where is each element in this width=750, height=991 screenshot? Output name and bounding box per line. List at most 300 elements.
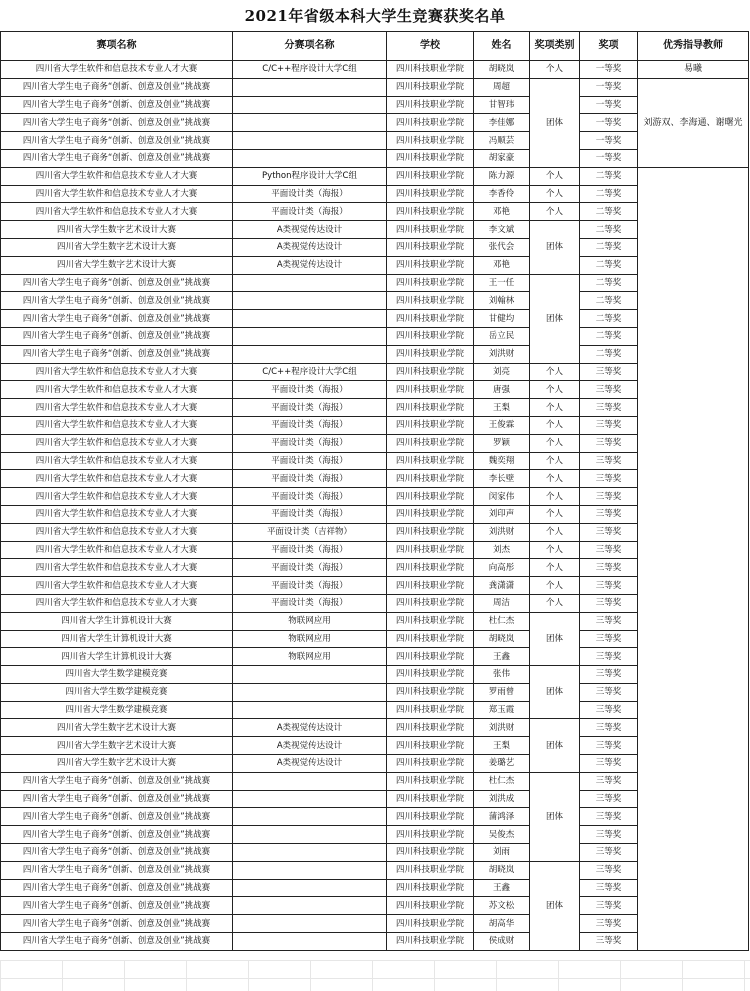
sub-competition-cell: A类视觉传达设计 (233, 221, 387, 239)
competition-cell: 四川省大学生电子商务“创新、创意及创业”挑战赛 (1, 345, 233, 363)
name-cell: 王鑫 (474, 879, 530, 897)
award-category-cell: 团体 (530, 221, 580, 274)
name-cell: 甘智玮 (474, 96, 530, 114)
table-row (1, 933, 749, 951)
sub-competition-cell (233, 345, 387, 363)
table-row (1, 238, 749, 256)
sub-competition-cell (233, 790, 387, 808)
award-cell: 二等奖 (580, 292, 638, 310)
award-category-cell: 个人 (530, 61, 580, 79)
award-category-cell: 团体 (530, 78, 580, 167)
sub-competition-cell (233, 78, 387, 96)
school-cell: 四川科技职业学院 (387, 861, 474, 879)
name-cell: 魏奕翔 (474, 452, 530, 470)
award-cell: 三等奖 (580, 915, 638, 933)
name-cell: 刘杰 (474, 541, 530, 559)
table-row (1, 666, 749, 684)
award-cell: 三等奖 (580, 363, 638, 381)
award-category-cell: 个人 (530, 594, 580, 612)
competition-cell: 四川省大学生数字艺术设计大赛 (1, 221, 233, 239)
table-row (1, 541, 749, 559)
sub-competition-cell: 物联网应用 (233, 630, 387, 648)
table-row (1, 185, 749, 203)
table-row (1, 416, 749, 434)
competition-cell: 四川省大学生软件和信息技术专业人才大赛 (1, 559, 233, 577)
sub-competition-cell: C/C++程序设计大学C组 (233, 61, 387, 79)
school-cell: 四川科技职业学院 (387, 666, 474, 684)
name-cell: 刘洪成 (474, 790, 530, 808)
award-cell: 三等奖 (580, 648, 638, 666)
sub-competition-cell: 平面设计类（海报） (233, 452, 387, 470)
name-cell: 周洁 (474, 594, 530, 612)
name-cell: 甘健均 (474, 310, 530, 328)
table-row (1, 648, 749, 666)
school-cell: 四川科技职业学院 (387, 755, 474, 773)
table-row (1, 772, 749, 790)
school-cell: 四川科技职业学院 (387, 541, 474, 559)
table-row (1, 612, 749, 630)
table-row (1, 683, 749, 701)
sub-competition-cell (233, 683, 387, 701)
competition-cell: 四川省大学生计算机设计大赛 (1, 612, 233, 630)
competition-cell: 四川省大学生软件和信息技术专业人才大赛 (1, 167, 233, 185)
name-cell: 张代会 (474, 238, 530, 256)
school-cell: 四川科技职业学院 (387, 149, 474, 167)
award-cell: 三等奖 (580, 470, 638, 488)
table-row (1, 256, 749, 274)
school-cell: 四川科技职业学院 (387, 327, 474, 345)
sub-competition-cell: 平面设计类（海报） (233, 381, 387, 399)
award-category-cell: 个人 (530, 505, 580, 523)
table-row (1, 381, 749, 399)
sub-competition-cell: 平面设计类（吉祥物） (233, 523, 387, 541)
school-cell: 四川科技职业学院 (387, 452, 474, 470)
competition-cell: 四川省大学生电子商务“创新、创意及创业”挑战赛 (1, 879, 233, 897)
sub-competition-cell: A类视觉传达设计 (233, 719, 387, 737)
sub-competition-cell (233, 132, 387, 150)
award-cell: 三等奖 (580, 826, 638, 844)
header-school: 学校 (387, 32, 474, 61)
header-award-category: 奖项类别 (530, 32, 580, 61)
competition-cell: 四川省大学生软件和信息技术专业人才大赛 (1, 470, 233, 488)
award-category-cell: 个人 (530, 363, 580, 381)
name-cell: 王鑫 (474, 648, 530, 666)
competition-cell: 四川省大学生软件和信息技术专业人才大赛 (1, 505, 233, 523)
table-row (1, 470, 749, 488)
name-cell: 王梨 (474, 737, 530, 755)
school-cell: 四川科技职业学院 (387, 61, 474, 79)
school-cell: 四川科技职业学院 (387, 434, 474, 452)
table-row (1, 523, 749, 541)
award-category-cell: 个人 (530, 488, 580, 506)
table-row (1, 844, 749, 862)
award-cell: 一等奖 (580, 96, 638, 114)
name-cell: 刘洪财 (474, 345, 530, 363)
school-cell: 四川科技职业学院 (387, 310, 474, 328)
header-award: 奖项 (580, 32, 638, 61)
table-row (1, 755, 749, 773)
school-cell: 四川科技职业学院 (387, 701, 474, 719)
table-row (1, 452, 749, 470)
sub-competition-cell: 平面设计类（海报） (233, 541, 387, 559)
name-cell: 胡晓岚 (474, 61, 530, 79)
school-cell: 四川科技职业学院 (387, 683, 474, 701)
school-cell: 四川科技职业学院 (387, 185, 474, 203)
sub-competition-cell (233, 327, 387, 345)
school-cell: 四川科技职业学院 (387, 772, 474, 790)
sub-competition-cell (233, 879, 387, 897)
sub-competition-cell (233, 844, 387, 862)
award-cell: 三等奖 (580, 523, 638, 541)
award-cell: 一等奖 (580, 114, 638, 132)
table-row (1, 826, 749, 844)
school-cell: 四川科技职业学院 (387, 114, 474, 132)
table-row (1, 167, 749, 185)
sub-competition-cell: 平面设计类（海报） (233, 577, 387, 595)
header-sub-competition: 分赛项名称 (233, 32, 387, 61)
competition-cell: 四川省大学生电子商务“创新、创意及创业”挑战赛 (1, 132, 233, 150)
award-category-cell: 团体 (530, 861, 580, 950)
award-cell: 三等奖 (580, 559, 638, 577)
award-cell: 二等奖 (580, 185, 638, 203)
school-cell: 四川科技职业学院 (387, 488, 474, 506)
competition-cell: 四川省大学生电子商务“创新、创意及创业”挑战赛 (1, 114, 233, 132)
school-cell: 四川科技职业学院 (387, 345, 474, 363)
competition-cell: 四川省大学生电子商务“创新、创意及创业”挑战赛 (1, 915, 233, 933)
school-cell: 四川科技职业学院 (387, 381, 474, 399)
award-category-cell: 个人 (530, 452, 580, 470)
sub-competition-cell (233, 897, 387, 915)
award-cell: 一等奖 (580, 132, 638, 150)
advisor-cell: 易曦 (638, 61, 749, 79)
award-category-cell: 个人 (530, 416, 580, 434)
award-cell: 二等奖 (580, 167, 638, 185)
competition-cell: 四川省大学生软件和信息技术专业人才大赛 (1, 577, 233, 595)
school-cell: 四川科技职业学院 (387, 933, 474, 951)
competition-cell: 四川省大学生软件和信息技术专业人才大赛 (1, 61, 233, 79)
school-cell: 四川科技职业学院 (387, 897, 474, 915)
header-name: 姓名 (474, 32, 530, 61)
name-cell: 闵家伟 (474, 488, 530, 506)
name-cell: 胡高华 (474, 915, 530, 933)
competition-cell: 四川省大学生数字艺术设计大赛 (1, 719, 233, 737)
name-cell: 岳立民 (474, 327, 530, 345)
school-cell: 四川科技职业学院 (387, 221, 474, 239)
name-cell: 郑玉霞 (474, 701, 530, 719)
sub-competition-cell (233, 808, 387, 826)
award-category-cell: 个人 (530, 381, 580, 399)
award-cell: 三等奖 (580, 452, 638, 470)
sub-competition-cell: 平面设计类（海报） (233, 399, 387, 417)
name-cell: 王俊霖 (474, 416, 530, 434)
table-row (1, 292, 749, 310)
table-row (1, 505, 749, 523)
name-cell: 胡家豪 (474, 149, 530, 167)
competition-cell: 四川省大学生数字艺术设计大赛 (1, 737, 233, 755)
name-cell: 刘洪财 (474, 719, 530, 737)
competition-cell: 四川省大学生软件和信息技术专业人才大赛 (1, 363, 233, 381)
competition-cell: 四川省大学生电子商务“创新、创意及创业”挑战赛 (1, 274, 233, 292)
award-cell: 三等奖 (580, 594, 638, 612)
competition-cell: 四川省大学生软件和信息技术专业人才大赛 (1, 434, 233, 452)
competition-cell: 四川省大学生电子商务“创新、创意及创业”挑战赛 (1, 808, 233, 826)
award-cell: 三等奖 (580, 381, 638, 399)
competition-cell: 四川省大学生电子商务“创新、创意及创业”挑战赛 (1, 861, 233, 879)
award-cell: 三等奖 (580, 577, 638, 595)
competition-cell: 四川省大学生软件和信息技术专业人才大赛 (1, 594, 233, 612)
competition-cell: 四川省大学生电子商务“创新、创意及创业”挑战赛 (1, 149, 233, 167)
name-cell: 王梨 (474, 399, 530, 417)
name-cell: 刘亮 (474, 363, 530, 381)
table-row (1, 897, 749, 915)
award-category-cell: 个人 (530, 167, 580, 185)
school-cell: 四川科技职业学院 (387, 577, 474, 595)
competition-cell: 四川省大学生数字艺术设计大赛 (1, 238, 233, 256)
name-cell: 刘翰林 (474, 292, 530, 310)
name-cell: 蒲鸿泽 (474, 808, 530, 826)
competition-cell: 四川省大学生电子商务“创新、创意及创业”挑战赛 (1, 310, 233, 328)
name-cell: 杜仁杰 (474, 612, 530, 630)
header-competition: 赛项名称 (1, 32, 233, 61)
header-row (1, 32, 749, 61)
award-category-cell: 团体 (530, 612, 580, 665)
school-cell: 四川科技职业学院 (387, 203, 474, 221)
school-cell: 四川科技职业学院 (387, 238, 474, 256)
award-cell: 三等奖 (580, 488, 638, 506)
name-cell: 张伟 (474, 666, 530, 684)
school-cell: 四川科技职业学院 (387, 132, 474, 150)
award-category-cell: 团体 (530, 666, 580, 719)
award-cell: 一等奖 (580, 149, 638, 167)
table-row (1, 310, 749, 328)
sub-competition-cell (233, 274, 387, 292)
name-cell: 姜璐艺 (474, 755, 530, 773)
name-cell: 侯成财 (474, 933, 530, 951)
award-category-cell: 个人 (530, 185, 580, 203)
award-category-cell: 团体 (530, 772, 580, 861)
school-cell: 四川科技职业学院 (387, 292, 474, 310)
name-cell: 刘洪财 (474, 523, 530, 541)
competition-cell: 四川省大学生计算机设计大赛 (1, 630, 233, 648)
school-cell: 四川科技职业学院 (387, 737, 474, 755)
competition-cell: 四川省大学生软件和信息技术专业人才大赛 (1, 452, 233, 470)
award-category-cell: 团体 (530, 274, 580, 363)
sub-competition-cell: Python程序设计大学C组 (233, 167, 387, 185)
name-cell: 向高彤 (474, 559, 530, 577)
table-row (1, 203, 749, 221)
sub-competition-cell: 平面设计类（海报） (233, 594, 387, 612)
competition-cell: 四川省大学生电子商务“创新、创意及创业”挑战赛 (1, 772, 233, 790)
award-cell: 三等奖 (580, 755, 638, 773)
sub-competition-cell (233, 149, 387, 167)
name-cell: 刘雨 (474, 844, 530, 862)
award-category-cell: 个人 (530, 541, 580, 559)
school-cell: 四川科技职业学院 (387, 505, 474, 523)
name-cell: 李长壁 (474, 470, 530, 488)
sub-competition-cell: 平面设计类（海报） (233, 416, 387, 434)
name-cell: 李文斌 (474, 221, 530, 239)
sub-competition-cell: 平面设计类（海报） (233, 559, 387, 577)
award-cell: 三等奖 (580, 399, 638, 417)
table-row (1, 345, 749, 363)
school-cell: 四川科技职业学院 (387, 363, 474, 381)
award-cell: 三等奖 (580, 897, 638, 915)
award-cell: 三等奖 (580, 861, 638, 879)
table-row (1, 790, 749, 808)
school-cell: 四川科技职业学院 (387, 416, 474, 434)
sub-competition-cell: A类视觉传达设计 (233, 256, 387, 274)
award-cell: 三等奖 (580, 844, 638, 862)
award-cell: 三等奖 (580, 701, 638, 719)
competition-cell: 四川省大学生计算机设计大赛 (1, 648, 233, 666)
table-row (1, 737, 749, 755)
competition-cell: 四川省大学生电子商务“创新、创意及创业”挑战赛 (1, 292, 233, 310)
sub-competition-cell: 物联网应用 (233, 612, 387, 630)
table-row (1, 861, 749, 879)
empty-grid-area (0, 960, 750, 991)
competition-cell: 四川省大学生电子商务“创新、创意及创业”挑战赛 (1, 78, 233, 96)
page-title: 2021年省级本科大学生竞赛获奖名单 (244, 7, 506, 25)
award-cell: 三等奖 (580, 416, 638, 434)
name-cell: 邓艳 (474, 256, 530, 274)
sub-competition-cell (233, 96, 387, 114)
award-cell: 一等奖 (580, 61, 638, 79)
name-cell: 杜仁杰 (474, 772, 530, 790)
table-row (1, 701, 749, 719)
competition-cell: 四川省大学生软件和信息技术专业人才大赛 (1, 381, 233, 399)
award-cell: 二等奖 (580, 256, 638, 274)
competition-cell: 四川省大学生数学建模竞赛 (1, 683, 233, 701)
table-row (1, 327, 749, 345)
school-cell: 四川科技职业学院 (387, 879, 474, 897)
award-cell: 二等奖 (580, 203, 638, 221)
school-cell: 四川科技职业学院 (387, 648, 474, 666)
competition-cell: 四川省大学生电子商务“创新、创意及创业”挑战赛 (1, 327, 233, 345)
school-cell: 四川科技职业学院 (387, 826, 474, 844)
competition-cell: 四川省大学生软件和信息技术专业人才大赛 (1, 203, 233, 221)
competition-cell: 四川省大学生电子商务“创新、创意及创业”挑战赛 (1, 96, 233, 114)
name-cell: 胡晓岚 (474, 630, 530, 648)
name-cell: 李佳娜 (474, 114, 530, 132)
name-cell: 邓艳 (474, 203, 530, 221)
competition-cell: 四川省大学生数字艺术设计大赛 (1, 755, 233, 773)
table-row (1, 488, 749, 506)
table-row (1, 808, 749, 826)
competition-cell: 四川省大学生电子商务“创新、创意及创业”挑战赛 (1, 790, 233, 808)
table-row (1, 149, 749, 167)
competition-cell: 四川省大学生软件和信息技术专业人才大赛 (1, 541, 233, 559)
table-row (1, 879, 749, 897)
table-row (1, 363, 749, 381)
table-row (1, 132, 749, 150)
competition-cell: 四川省大学生数学建模竞赛 (1, 701, 233, 719)
name-cell: 罗雨曾 (474, 683, 530, 701)
school-cell: 四川科技职业学院 (387, 844, 474, 862)
sub-competition-cell: 平面设计类（海报） (233, 434, 387, 452)
table-row (1, 96, 749, 114)
award-cell: 三等奖 (580, 505, 638, 523)
table-row (1, 399, 749, 417)
sub-competition-cell: A类视觉传达设计 (233, 737, 387, 755)
award-category-cell: 个人 (530, 559, 580, 577)
school-cell: 四川科技职业学院 (387, 915, 474, 933)
award-category-cell: 个人 (530, 470, 580, 488)
award-category-cell: 个人 (530, 523, 580, 541)
sub-competition-cell (233, 666, 387, 684)
sub-competition-cell: 平面设计类（海报） (233, 470, 387, 488)
award-cell: 三等奖 (580, 630, 638, 648)
school-cell: 四川科技职业学院 (387, 96, 474, 114)
school-cell: 四川科技职业学院 (387, 78, 474, 96)
table-row (1, 577, 749, 595)
school-cell: 四川科技职业学院 (387, 523, 474, 541)
name-cell: 王一任 (474, 274, 530, 292)
award-table (0, 31, 749, 951)
sub-competition-cell: 物联网应用 (233, 648, 387, 666)
table-row (1, 78, 749, 96)
competition-cell: 四川省大学生数学建模竞赛 (1, 666, 233, 684)
award-cell: 二等奖 (580, 274, 638, 292)
table-row (1, 594, 749, 612)
name-cell: 周超 (474, 78, 530, 96)
award-cell: 三等奖 (580, 434, 638, 452)
sub-competition-cell (233, 861, 387, 879)
sub-competition-cell (233, 915, 387, 933)
table-body (1, 61, 749, 951)
award-cell: 三等奖 (580, 790, 638, 808)
award-cell: 二等奖 (580, 327, 638, 345)
competition-cell: 四川省大学生电子商务“创新、创意及创业”挑战赛 (1, 897, 233, 915)
school-cell: 四川科技职业学院 (387, 274, 474, 292)
name-cell: 龚潇潇 (474, 577, 530, 595)
competition-cell: 四川省大学生电子商务“创新、创意及创业”挑战赛 (1, 826, 233, 844)
sub-competition-cell: 平面设计类（海报） (233, 203, 387, 221)
award-cell: 三等奖 (580, 541, 638, 559)
award-category-cell: 个人 (530, 577, 580, 595)
competition-cell: 四川省大学生软件和信息技术专业人才大赛 (1, 185, 233, 203)
award-cell: 二等奖 (580, 310, 638, 328)
school-cell: 四川科技职业学院 (387, 167, 474, 185)
sub-competition-cell (233, 701, 387, 719)
school-cell: 四川科技职业学院 (387, 399, 474, 417)
award-cell: 三等奖 (580, 666, 638, 684)
competition-cell: 四川省大学生软件和信息技术专业人才大赛 (1, 488, 233, 506)
award-cell: 三等奖 (580, 683, 638, 701)
competition-cell: 四川省大学生电子商务“创新、创意及创业”挑战赛 (1, 844, 233, 862)
school-cell: 四川科技职业学院 (387, 594, 474, 612)
award-cell: 三等奖 (580, 879, 638, 897)
competition-cell: 四川省大学生电子商务“创新、创意及创业”挑战赛 (1, 933, 233, 951)
school-cell: 四川科技职业学院 (387, 630, 474, 648)
sub-competition-cell (233, 933, 387, 951)
award-category-cell: 个人 (530, 399, 580, 417)
header-advisor: 优秀指导教师 (638, 32, 749, 61)
award-category-cell: 个人 (530, 434, 580, 452)
award-cell: 二等奖 (580, 238, 638, 256)
table-row (1, 61, 749, 79)
table-row (1, 719, 749, 737)
sub-competition-cell: 平面设计类（海报） (233, 488, 387, 506)
table-row (1, 274, 749, 292)
table-row (1, 114, 749, 132)
advisor-cell: 刘游双、李海通、谢曙光 (638, 78, 749, 167)
name-cell: 李香伶 (474, 185, 530, 203)
competition-cell: 四川省大学生软件和信息技术专业人才大赛 (1, 399, 233, 417)
award-cell: 三等奖 (580, 737, 638, 755)
sub-competition-cell: 平面设计类（海报） (233, 185, 387, 203)
name-cell: 陈力源 (474, 167, 530, 185)
award-cell: 三等奖 (580, 808, 638, 826)
